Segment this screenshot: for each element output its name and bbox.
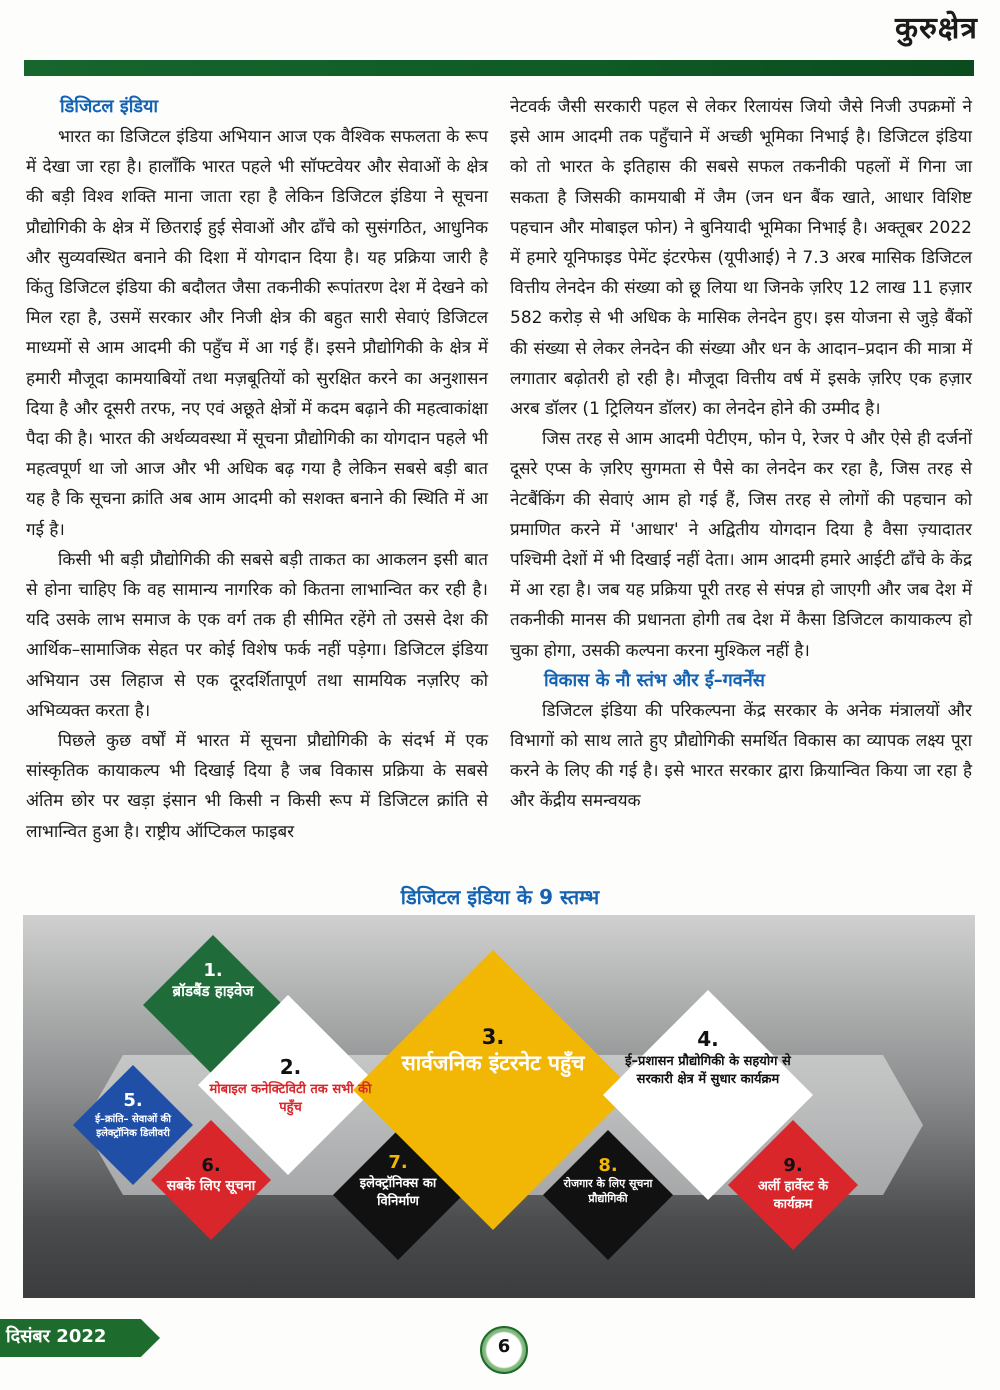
pillar-9: 9. अर्ली हार्वेस्ट के कार्यक्रम <box>757 1155 829 1212</box>
section-heading-nine-pillars: विकास के नौ स्तंभ और ई–गवर्नेंस <box>544 669 765 691</box>
pillar-6: 6. सबके लिए सूचना <box>166 1155 256 1194</box>
magazine-name: कुरुक्षेत्र <box>894 11 978 46</box>
pillar-3: 3. सार्वजनिक इंटरनेट पहुँच <box>401 1025 585 1075</box>
section-heading-digital-india: डिजिटल इंडिया <box>60 96 159 117</box>
issue-date: दिसंबर 2022 <box>6 1326 107 1347</box>
paragraph: किसी भी बड़ी प्रौद्योगिकी की सबसे बड़ी ताकत का आकलन इसी बात से होना चाहिए कि वह सामान्य नागरिक को कितना लाभान्वित कर रही है। यदि उसके लाभ समाज के एक वर्ग तक ही सीमित रहेंगे तो उससे देश की आर्थिक–सामाजिक सेहत पर कोई विशेष फर्क नहीं पड़ेगा। डिजिटल इंडिया अभियान उस लिहाज से एक दूरदर्शितापूर्ण तथा सामयिक नज़रिए को अभिव्यक्त करता है। <box>26 549 488 721</box>
nine-pillars-infographic <box>23 915 975 1298</box>
paragraph: नेटवर्क जैसी सरकारी पहल से लेकर रिलायंस जियो जैसे निजी उपक्रमों ने इसे आम आदमी तक पहुँचाने में अच्छी भूमिका निभाई है। डिजिटल इंडिया को तो भारत के इतिहास की सबसे सफल तकनीकी पहलों में गिना जा सकता है जिसकी कामयाबी में जैम (जन धन बैंक खाते, आधार विशिष्ट पहचान और मोबाइल फोन) ने बुनियादी भूमिका निभाई है। अक्तूबर 2022 में हमारे यूनिफाइड पेमेंट इंटरफेस (यूपीआई) ने 7.3 अरब मासिक डिजिटल वित्तीय लेनदेन की संख्या को छू लिया था जिनके ज़रिए 12 लाख 11 हज़ार 582 करोड़ से भी अधिक के मासिक लेनदेन हुए। इस योजना से जुड़े बैंकों की संख्या से लेकर लेनदेन की संख्या और धन के आदान–प्रदान की मात्रा में लगातार बढ़ोतरी हो रही है। मौजूदा वित्तीय वर्ष में इसके ज़रिए एक हज़ार अरब डॉलर (1 ट्रिलियन डॉलर) का लेनदेन होने की उम्मीद है। <box>510 97 972 420</box>
paragraph: डिजिटल इंडिया की परिकल्पना केंद्र सरकार के अनेक मंत्रालयों और विभागों को साथ लाते हुए प्रौद्योगिकी समर्थित विकास का व्यापक लक्ष्य पूरा करने के लिए की गई है। इसे भारत सरकार द्वारा क्रियान्वित किया जा रहा है और केंद्रीय समन्वयक <box>510 700 972 812</box>
right-column <box>510 92 972 817</box>
pillar-7: 7. इलेक्ट्रॉनिक्स का विनिर्माण <box>359 1152 437 1209</box>
left-column <box>26 92 488 847</box>
pillar-5: 5. ई–क्रांति– सेवाओं की इलेक्ट्रॉनिक डिलीवरी <box>95 1090 171 1139</box>
paragraph: पिछले कुछ वर्षों में भारत में सूचना प्रौद्योगिकी के संदर्भ में एक सांस्कृतिक कायाकल्प भी दिखाई दिया है जब विकास प्रक्रिया के सबसे अंतिम छोर पर खड़ा इंसान भी किसी न किसी रूप में डिजिटल क्रांति से लाभान्वित हुआ है। राष्ट्रीय ऑप्टिकल फाइबर <box>26 731 488 842</box>
pillar-1: 1. ब्रॉडबैंड हाइवेज <box>172 960 254 1000</box>
paragraph: भारत का डिजिटल इंडिया अभियान आज एक वैश्विक सफलता के रूप में देखा जा रहा है। हालाँकि भारत पहले भी सॉफ्टवेयर और सेवाओं के क्षेत्र की बड़ी विश्व शक्ति माना जाता रहा है लेकिन डिजिटल इंडिया ने सूचना प्रौद्योगिकी के क्षेत्र में छितराई हुई सेवाओं और ढाँचे को सुसंगठित, आधुनिक और सुव्यवस्थित बनाने की दिशा में योगदान दिया है। यह प्रक्रिया जारी है किंतु डिजिटल इंडिया की बदौलत जैसा तकनीकी रूपांतरण देश में देखने को मिल रहा है, उसमें सरकार और निजी क्षेत्र की बहुत सारी सेवाएं डिजिटल माध्यमों से आम आदमी की पहुँच में आ गई हैं। इसने प्रौद्योगिकी के क्षेत्र में हमारी मौजूदा कामयाबियों तथा मज़बूतियों को सुरक्षित करने का अनुशासन दिया है और दूसरी तरफ, नए एवं अछूते क्षेत्रों में कदम बढ़ाने की महत्वाकांक्षा पैदा की है। भारत की अर्थव्यवस्था में सूचना प्रौद्योगिकी का योगदान पहले भी महत्वपूर्ण था जो आज और भी अधिक बढ़ गया है लेकिन सबसे बड़ी बात यह है कि सूचना क्रांति अब आम आदमी को सशक्त बनाने की स्थिति में आ गई है। <box>26 127 488 540</box>
paragraph: जिस तरह से आम आदमी पेटीएम, फोन पे, रेजर पे और ऐसे ही दर्जनों दूसरे एप्स के ज़रिए सुगमता से पैसे का लेनदेन कर रहा है, जिस तरह से नेटबैंकिंग की सेवाएं आम हो गई हैं, जिस तरह से लोगों की पहचान को प्रमाणित करने में 'आधार' ने अद्वितीय योगदान दिया है वैसा ज़्यादातर पश्चिमी देशों में भी दिखाई नहीं देता। आम आदमी हमारे आईटी ढाँचे के केंद्र में आ रहा है। जब यह प्रक्रिया पूरी तरह से संपन्न हो जाएगी और जब देश में तकनीकी मानस की प्रधानता होगी तब देश में कैसा डिजिटल कायाकल्प हो चुका होगा, उसकी कल्पना करना मुश्किल नहीं है। <box>510 429 972 661</box>
pillar-8: 8. रोजगार के लिए सूचना प्रौद्योगिकी <box>563 1155 653 1205</box>
page-number: 6 <box>497 1336 511 1357</box>
pillar-2: 2. मोबाइल कनेक्टिविटी तक सभी की पहुँच <box>209 1055 372 1115</box>
header-band <box>24 60 974 76</box>
pillar-4: 4. ई–प्रशासन प्रौद्योगिकी के सहयोग से सरकारी क्षेत्र में सुधार कार्यक्रम <box>625 1027 791 1087</box>
infographic-title: डिजिटल इंडिया के 9 स्तम्भ <box>400 885 600 909</box>
